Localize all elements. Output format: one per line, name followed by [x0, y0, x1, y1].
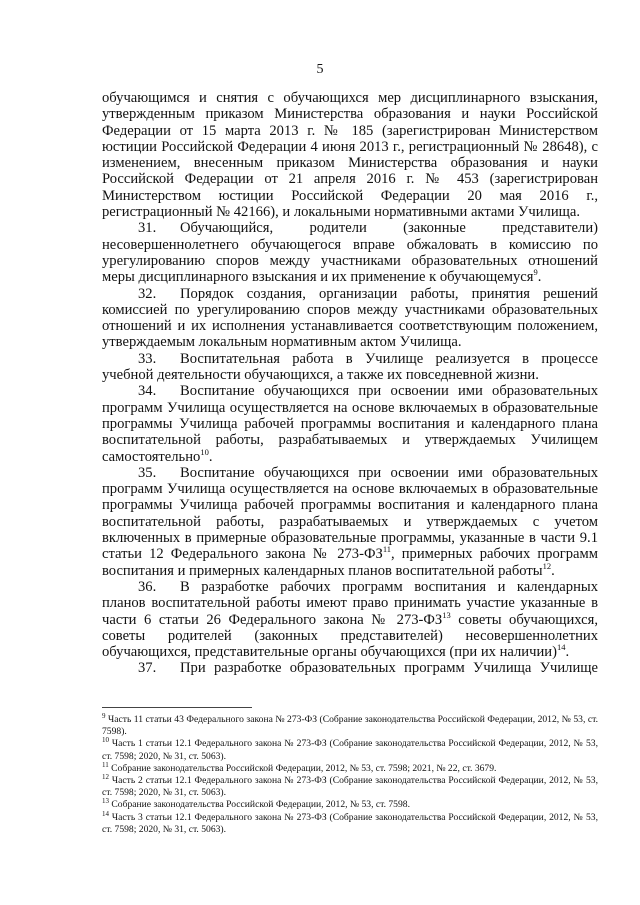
paragraph-number: 36.: [138, 578, 157, 595]
paragraph-text: Воспитание обучающихся при освоении ими образовательных программ Училища осуществляется на основе включаемых в образовательные программы Училища рабочей программы воспитания и календарного плана воспитательной работы, разрабатываемых и утверждаемых Училищем самостоятельно: [102, 383, 598, 465]
footnote-separator: [102, 707, 252, 708]
footnote-number: 9: [102, 711, 106, 720]
footnote-ref: 12: [542, 560, 552, 571]
paragraph-text: Воспитательная работа в Училище реализуется в процессе учебной деятельности обучающихся, а также их повседневной жизни.: [102, 350, 598, 384]
footnote-number: 11: [102, 760, 109, 769]
paragraph-36: 36. В разработке рабочих программ воспитания и календарных планов воспитательной работы имеют право принимать участие указанные в части 6 статьи 26 Федерального закона № 273-ФЗ$^{13}$ советы обучающихся, советы родителей (законных представителей) несовершеннолетних обучающихся, представительные органы обучающихся (при их наличии)$^{14}$.: [102, 578, 598, 661]
paragraph-text: Воспитание обучающихся при освоении ими образовательных программ Училища осуществляется на основе включаемых в образовательные программы Училища рабочей программы воспитания и календарного плана воспитательной работы, разрабатываемых и утверждаемых с учетом включенных в примерные образовательные программы, указанные в части 9.1 статьи 12 Федерального закона № 273-ФЗ: [102, 464, 598, 563]
paragraph-number: 37.: [138, 660, 157, 677]
paragraph-text: Обучающийся, родители (законные представители) несовершеннолетнего обучающегося вправе обжаловать в комиссию по урегулированию споров между участниками образовательных отношений меры дисциплинарного взыскания и их применение к обучающемуся: [102, 220, 598, 286]
paragraph-number: 35.: [138, 464, 157, 481]
footnote: [102, 738, 598, 762]
paragraph-text: , примерных рабочих программ воспитания и примерных календарных планов воспитательной работы: [102, 546, 598, 579]
footnote-text: Часть 2 статьи 12.1 Федерального закона № 273-ФЗ (Собрание законодательства Российской Федерации, 2012, № 53, ст. 7598; 2020, № 31, ст. 5063).: [102, 775, 598, 799]
paragraph-text: При разработке образовательных программ Училища Училище: [180, 660, 598, 677]
footnote-text: Часть 11 статьи 43 Федерального закона № 273-ФЗ (Собрание законодательства Российской Федерации, 2012, № 53, ст. 7598).: [102, 714, 598, 738]
footnote-number: 10: [102, 736, 109, 745]
footnote: [102, 809, 598, 836]
footnote-text: Часть 3 статьи 12.1 Федерального закона № 273-ФЗ (Собрание законодательства Российской Федерации, 2012, № 53, ст. 7598; 2020, № 31, ст. 5063).: [102, 811, 598, 835]
footnote-number: 12: [102, 772, 109, 781]
footnote-ref: 11: [382, 544, 391, 555]
footnote-ref: 13: [442, 609, 451, 620]
paragraph-number: 31.: [138, 220, 157, 237]
footnote-ref: 10: [200, 446, 209, 457]
continuation-paragraph: обучающимся и снятия с обучающихся мер дисциплинарного взыскания, утвержденным приказом Министерства образования и науки Российской Федерации от 15 марта 2013 г. № 185 (зарегистрирован Министерством юстиции Российской Федерации 4 июня 2013 г., регистрационный № 28648), с изменением, внесенным приказом Министерства образования и науки Российской Федерации от 21 апреля 2016 г. № 453 (зарегистрирован Министерством юстиции Российской Федерации 20 мая 2016 г., регистрационный № 42166), и локальными нормативными актами Училища.: [102, 90, 598, 221]
paragraph-number: 33.: [138, 350, 157, 367]
footnote: [102, 711, 598, 738]
footnote-number: 13: [102, 797, 109, 806]
paragraph-32: [102, 286, 598, 351]
footnote-text: Собрание законодательства Российской Федерации, 2012, № 53, ст. 7598; 2021, № 22, ст. 3679.: [111, 762, 497, 774]
footnote-text: Собрание законодательства Российской Федерации, 2012, № 53, ст. 7598.: [111, 799, 410, 811]
footnote: [102, 760, 598, 775]
page-number: 5: [316, 62, 324, 77]
paragraph-37: [102, 660, 598, 676]
paragraph-34: 34. Воспитание обучающихся при освоении ими образовательных программ Училища осуществляется на основе включаемых в образовательные программы Училища рабочей программы воспитания и календарного плана воспитательной работы, разрабатываемых и утверждаемых Училищем самостоятельно$^{10}$.: [102, 383, 598, 465]
paragraph-text: Порядок создания, организации работы, принятия решений комиссией по урегулированию споров между участниками образовательных отношений и их исполнения устанавливается соответствующим положением, утверждаемым локальным нормативным актом Училища.: [102, 285, 598, 351]
footnote-text: Часть 1 статьи 12.1 Федерального закона № 273-ФЗ (Собрание законодательства Российской Федерации, 2012, № 53, ст. 7598; 2020, № 31, ст. 5063).: [102, 738, 598, 762]
footnote-number: 14: [102, 809, 109, 818]
paragraph-text: советы обучающихся, советы родителей (законных представителей) несовершеннолетних обучающихся, представительные органы обучающихся (при их наличии): [102, 611, 598, 661]
document-body: [102, 90, 598, 677]
paragraph-33: [102, 351, 598, 384]
footnotes: [102, 711, 598, 836]
paragraph-number: 34.: [138, 383, 157, 400]
footnote: [102, 772, 598, 799]
paragraph-text: В разработке рабочих программ воспитания и календарных планов воспитательной работы имеют право принимать участие указанные в части 6 статьи 26 Федерального закона № 273-ФЗ: [102, 578, 598, 628]
footnote: [102, 799, 598, 811]
footnote-ref: 9: [533, 267, 538, 278]
paragraph-35: 35. Воспитание обучающихся при освоении ими образовательных программ Училища осуществляется на основе включаемых в образовательные программы Училища рабочей программы воспитания и календарного плана воспитательной работы, разрабатываемых и утверждаемых с учетом включенных в примерные образовательные программы, указанные в части 9.1 статьи 12 Федерального закона № 273-ФЗ$^{11}$, примерных рабочих программ воспитания и примерных календарных планов воспитательной работы$^{12}$.: [102, 464, 598, 579]
paragraph-number: 32.: [138, 285, 157, 302]
paragraph-31: 31. Обучающийся, родители (законные представители) несовершеннолетнего обучающегося вправе обжаловать в комиссию по урегулированию споров между участниками образовательных отношений меры дисциплинарного взыскания и их применение к обучающемуся$^9$.: [102, 220, 598, 286]
footnote-ref: 14: [556, 642, 566, 653]
